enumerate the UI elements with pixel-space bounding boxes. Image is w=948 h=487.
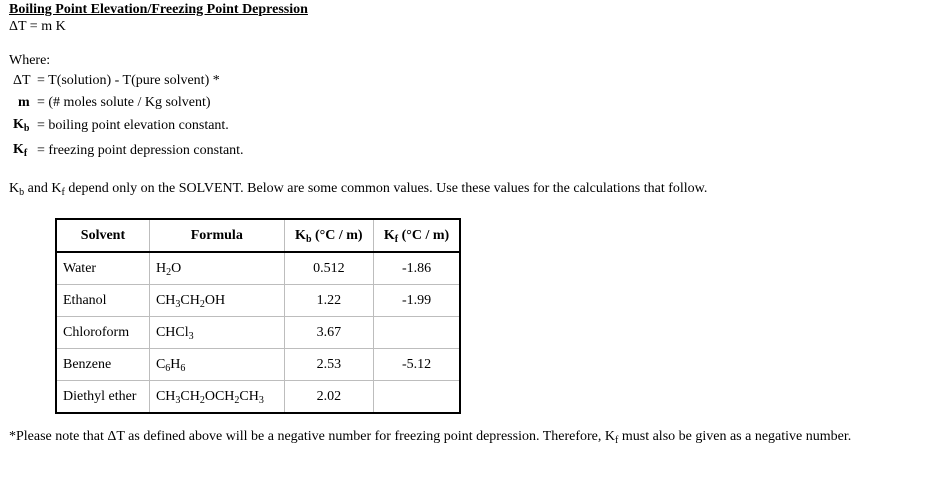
- cell-solvent: Chloroform: [56, 317, 149, 349]
- cell-formula: $CH_3CH_2OCH_2CH_3$: [149, 381, 284, 414]
- definition-term-delta-t: ΔT: [13, 73, 31, 88]
- cell-solvent: Diethyl ether: [56, 381, 149, 414]
- table-row: [56, 317, 460, 349]
- cell-kb: 1.22: [284, 285, 373, 317]
- header-formula: Formula: [149, 219, 284, 252]
- definition-text-kb: = boiling point elevation constant.: [37, 118, 229, 133]
- page-title: Boiling Point Elevation/Freezing Point Depression: [9, 2, 308, 17]
- cell-kf: [374, 317, 460, 349]
- cell-kb: 2.02: [284, 381, 373, 414]
- table-header-row: [56, 219, 460, 252]
- cell-solvent: Ethanol: [56, 285, 149, 317]
- cell-kf: -1.99: [374, 285, 460, 317]
- cell-formula: CHCl$_3$: [149, 317, 284, 349]
- cell-solvent: Benzene: [56, 349, 149, 381]
- cell-formula: $H_2O$: [149, 252, 284, 285]
- cell-kf: -1.86: [374, 252, 460, 285]
- definition-text-m: = (# moles solute / Kg solvent): [37, 95, 211, 110]
- cell-kb: 3.67: [284, 317, 373, 349]
- footnote: *Please note that ΔT as defined above will be a negative number for freezing point depression. Therefore, $K_f$ must also be given as a negative number.: [9, 429, 852, 446]
- table-row: [56, 381, 460, 414]
- definition-text-delta-t: = T(solution) - T(pure solvent) *: [37, 73, 220, 88]
- table-row: [56, 285, 460, 317]
- definition-text-kf: = freezing point depression constant.: [37, 143, 244, 158]
- k-dependency-statement: $K_b$ and $K_f$ depend only on the SOLVENT. Below are some common values. Use these values for the calculations that follow.: [9, 181, 708, 198]
- cell-kf: -5.12: [374, 349, 460, 381]
- where-label: Where:: [9, 53, 51, 68]
- cell-kb: 0.512: [284, 252, 373, 285]
- header-kb: $K_b$ (°C / m): [284, 219, 373, 252]
- cell-formula: $C_6H_6$: [149, 349, 284, 381]
- header-kf: $K_f$ (°C / m): [374, 219, 460, 252]
- cell-solvent: Water: [56, 252, 149, 285]
- solvent-constants-table: [55, 218, 461, 414]
- cell-formula: $CH_3CH_2OH$: [149, 285, 284, 317]
- equation: ΔT = m K: [9, 19, 66, 34]
- table-row: [56, 349, 460, 381]
- definition-term-m: m: [18, 95, 30, 110]
- table-row: [56, 252, 460, 285]
- cell-kf: [374, 381, 460, 414]
- cell-kb: 2.53: [284, 349, 373, 381]
- header-solvent: Solvent: [56, 219, 149, 252]
- table-body: [56, 252, 460, 413]
- definition-term-kf: $K_f$: [13, 142, 28, 159]
- definition-term-kb: $K_b$: [13, 117, 30, 134]
